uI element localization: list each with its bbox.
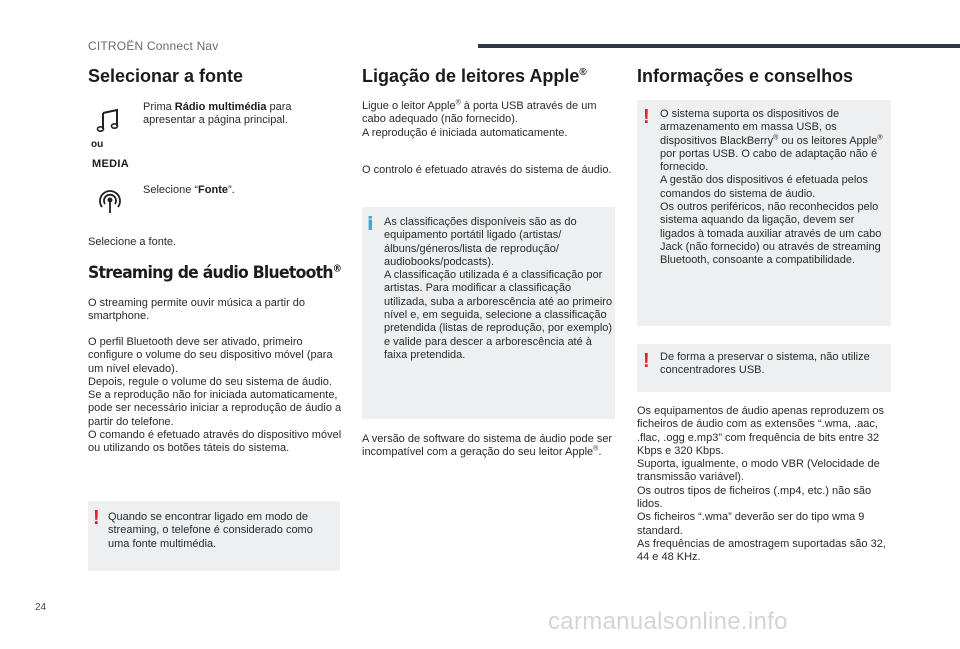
section-title-apple-players: Ligação de leitores Apple® [362, 66, 587, 86]
music-note-icon [96, 108, 122, 139]
apple-compatibility-text: A versão de software do sistema de áudio pode ser incompatível com a geração do seu leitor Apple®. [362, 433, 613, 459]
section-title-bluetooth-streaming: Streaming de áudio Bluetooth® [88, 263, 342, 283]
warning-icon: ! [643, 350, 650, 372]
media-button-label: MEDIA [92, 158, 129, 170]
bluetooth-instructions-text: O perfil Bluetooth deve ser ativado, primeiro configure o volume do seu dispositivo móvel (para um nível elevado). Depois, regule o volume do seu sistema de áudio. Se a reprodução não for iniciada automaticamente, pode ser necessário iniciar a reprodução de áudio a partir do telefone. O comando é efetuado através do dispositivo móvel ou utilizando os botões táteis do sistema. [88, 336, 342, 455]
section-title-select-source: Selecionar a fonte [88, 66, 244, 86]
or-label: ou [91, 139, 104, 150]
header-rule [478, 44, 960, 48]
warning-icon: ! [643, 106, 650, 128]
apple-connection-text: Ligue o leitor Apple® à porta USB através de um cabo adequado (não fornecido). A reprodução é iniciada automaticamente. [362, 99, 597, 139]
warning-usb-support-text: O sistema suporta os dispositivos de armazenamento em massa USB, os dispositivos BlackBerry® ou os leitores Apple® por portas USB. O cabo de adaptação não é fornecido. A gestão dos dispositivos é efetuada pelos comandos do sistema de áudio. Os outros periféricos, não reconhecidos pelo sistema aquando da ligação, devem ser ligados à tomada auxiliar através de um cabo Jack (não fornecido) ou através de streaming Bluetooth, consoante a compatibilidade. [660, 108, 883, 267]
audio-formats-text: Os equipamentos de áudio apenas reproduzem os ficheiros de áudio com as extensões “.wma, .aac, .flac, .ogg e.mp3” com frequência de bits entre 32 Kbps e 320 Kbps. Suporta, igualmente, o modo VBR (Velocidade de transmissão variável). Os outros tipos de ficheiros (.mp4, etc.) não são lidos. Os ficheiros “.wma” deverão ser do tipo wma 9 standard. As frequências de amostragem suportadas são 32, 44 e 48 KHz. [637, 405, 886, 564]
warning-usb-hubs-text: De forma a preservar o sistema, não utilize concentradores USB. [660, 351, 870, 377]
step-press-radio-media: Prima Rádio multimédia para apresentar a página principal. [143, 101, 292, 127]
warning-streaming-text: Quando se encontrar ligado em modo de streaming, o telefone é considerado como uma fonte multimédia. [108, 511, 313, 550]
source-broadcast-icon [96, 188, 124, 221]
step-select-source: Selecione “Fonte”. [143, 184, 235, 196]
info-classifications-text: As classificações disponíveis são as do equipamento portátil ligado (artistas/ álbuns/géneros/lista de reprodução/ audiobooks/podcasts). A classificação utilizada é a classificação por artistas. Para modificar a classificação utilizada, suba a arborescência até ao primeiro nível e, em seguida, selecione a classificação pretendida (listas de reprodução, por exemplo) e valide para descer a arborescência até à faixa pretendida. [384, 216, 613, 361]
info-icon: i [367, 213, 374, 235]
page-number: 24 [35, 602, 47, 613]
warning-icon: ! [93, 507, 100, 529]
apple-control-text: O controlo é efetuado através do sistema de áudio. [362, 164, 612, 176]
bluetooth-intro-text: O streaming permite ouvir música a partir do smartphone. [88, 297, 306, 323]
select-source-text: Selecione a fonte. [88, 236, 177, 248]
running-header: CITROËN Connect Nav [88, 39, 219, 53]
section-title-info-advice: Informações e conselhos [637, 66, 854, 86]
watermark: carmanualsonline.info [548, 608, 788, 635]
